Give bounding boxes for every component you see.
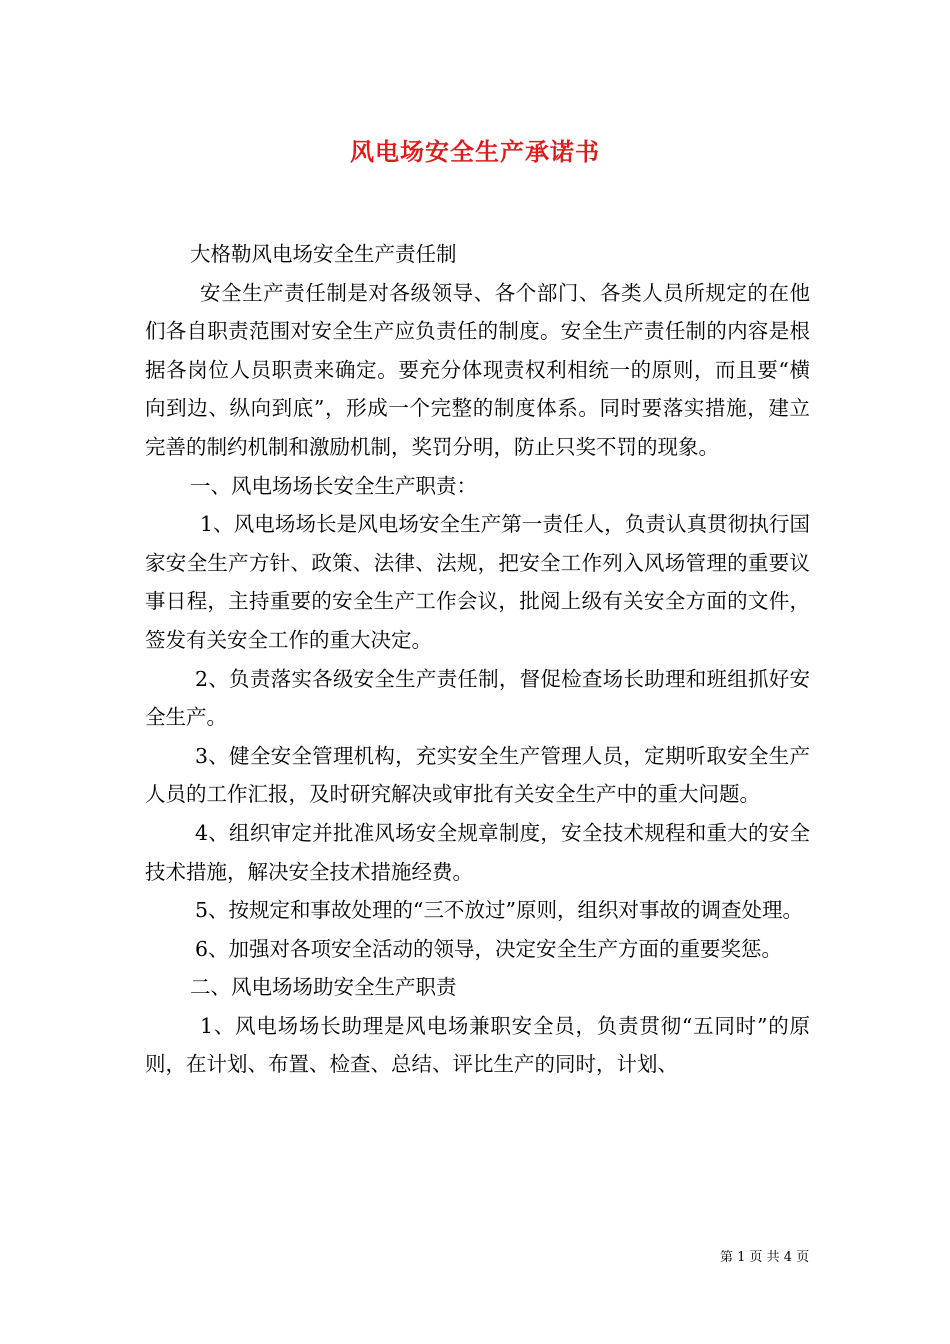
section1-item-2: 2、负责落实各级安全生产责任制，督促检查场长助理和班组抓好安全生产。 <box>145 666 810 730</box>
section1-item-6: 6、加强对各项安全活动的领导，决定安全生产方面的重要奖惩。 <box>195 936 783 961</box>
page-number: 第 1 页 共 4 页 <box>720 1250 810 1265</box>
section2-item-1: 1、风电场场长助理是风电场兼职安全员，负责贯彻“五同时”的原则，在计划、布置、检查、总结、评比生产的同时，计划、 <box>145 1013 810 1077</box>
document-title: 风电场安全生产承诺书 <box>350 137 600 166</box>
section1-item-1: 1、风电场场长是风电场安全生产第一责任人，负责认真贯彻执行国家安全生产方针、政策、法律、法规，把安全工作列入风场管理的重要议事日程，主持重要的安全生产工作会议，批阅上级有关安全方面的文件，签发有关安全工作的重大决定。 <box>145 512 810 652</box>
intro-paragraph: 安全生产责任制是对各级领导、各个部门、各类人员所规定的在他们各自职责范围对安全生产应负责任的制度。安全生产责任制的内容是根据各岗位人员职责来确定。要充分体现责权利相统一的原则，而且要“横向到边、纵向到底”，形成一个完整的制度体系。同时要落实措施，建立完善的制约机制和激励机制，奖罚分明，防止只奖不罚的现象。 <box>145 280 810 459</box>
section1-title: 一、风电场场长安全生产职责： <box>190 473 477 498</box>
section1-item-5: 5、按规定和事故处理的“三不放过”原则，组织对事故的调查处理。 <box>195 898 804 923</box>
section1-item-3: 3、健全安全管理机构，充实安全生产管理人员，定期听取安全生产人员的工作汇报，及时研究解决或审批有关安全生产中的重大问题。 <box>145 743 810 807</box>
document-body <box>145 235 810 1084</box>
document-heading: 大格勒风电场安全生产责任制 <box>190 242 457 266</box>
section2-title: 二、风电场场助安全生产职责 <box>190 975 457 1000</box>
section1-item-4: 4、组织审定并批准风场安全规章制度，安全技术规程和重大的安全技术措施，解决安全技术措施经费。 <box>145 820 810 884</box>
